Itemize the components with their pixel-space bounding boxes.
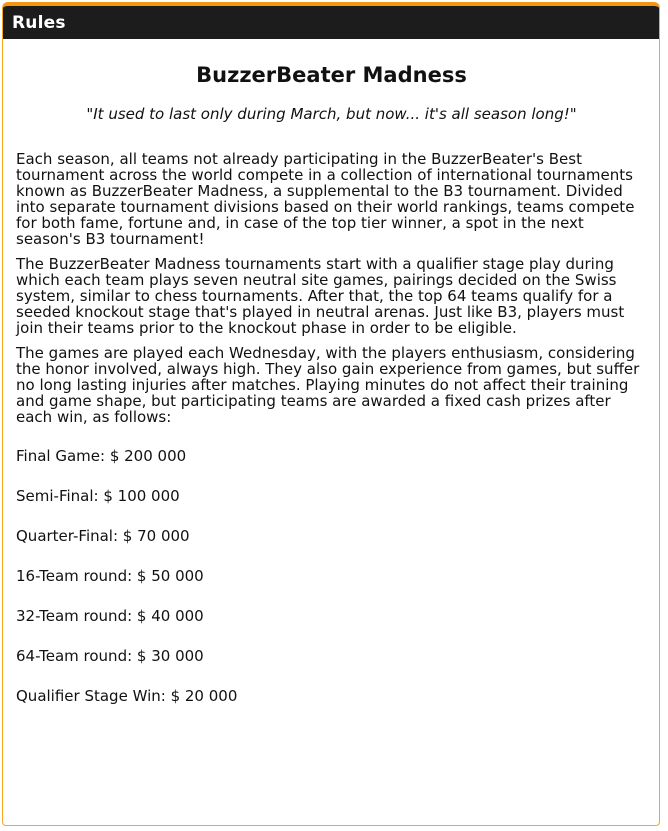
intro-paragraph: Each season, all teams not already participating in the BuzzerBeater's Best tournament across the world compete in a collection of international tournaments known as BuzzerBeater Madness, a supplemental to the B3 tournament. Divided into separate tournament divisions based on their world rankings, teams compete for both fame, fortune and, in case of the top tier winner, a spot in the next season's B3 tournament! <box>16 150 635 248</box>
panel-body <box>3 63 659 727</box>
schedule-paragraph: The games are played each Wednesday, with the players enthusiasm, considering the honor involved, always high. They also gain experience from games, but suffer no long lasting injuries after matches. Playing minutes do not affect their training and game shape, but participating teams are awarded a fixed cash prizes after each win, as follows: <box>16 344 640 426</box>
prize-32-team-round: 32-Team round: $ 40 000 <box>16 607 204 625</box>
prize-64-team-round: 64-Team round: $ 30 000 <box>16 647 204 665</box>
prize-final: Final Game: $ 200 000 <box>16 447 187 465</box>
prize-quarter-final: Quarter-Final: $ 70 000 <box>16 527 190 545</box>
prize-semi-final: Semi-Final: $ 100 000 <box>16 487 180 505</box>
tagline-quote: "It used to last only during March, but now... it's all season long!" <box>86 105 577 123</box>
page-title: BuzzerBeater Madness <box>196 63 467 87</box>
prize-list <box>16 447 647 727</box>
prize-qualifier-stage-win: Qualifier Stage Win: $ 20 000 <box>16 687 238 705</box>
prize-16-team-round: 16-Team round: $ 50 000 <box>16 567 204 585</box>
panel-header-title: Rules <box>12 12 66 33</box>
panel-header <box>3 6 659 39</box>
rules-panel <box>2 2 660 826</box>
format-paragraph: The BuzzerBeater Madness tournaments start with a qualifier stage play during which each team plays seven neutral site games, pairings decided on the Swiss system, similar to chess tournaments. After that, the top 64 teams qualify for a seeded knockout stage that's played in neutral arenas. Just like B3, players must join their teams prior to the knockout phase in order to be eligible. <box>16 255 625 337</box>
